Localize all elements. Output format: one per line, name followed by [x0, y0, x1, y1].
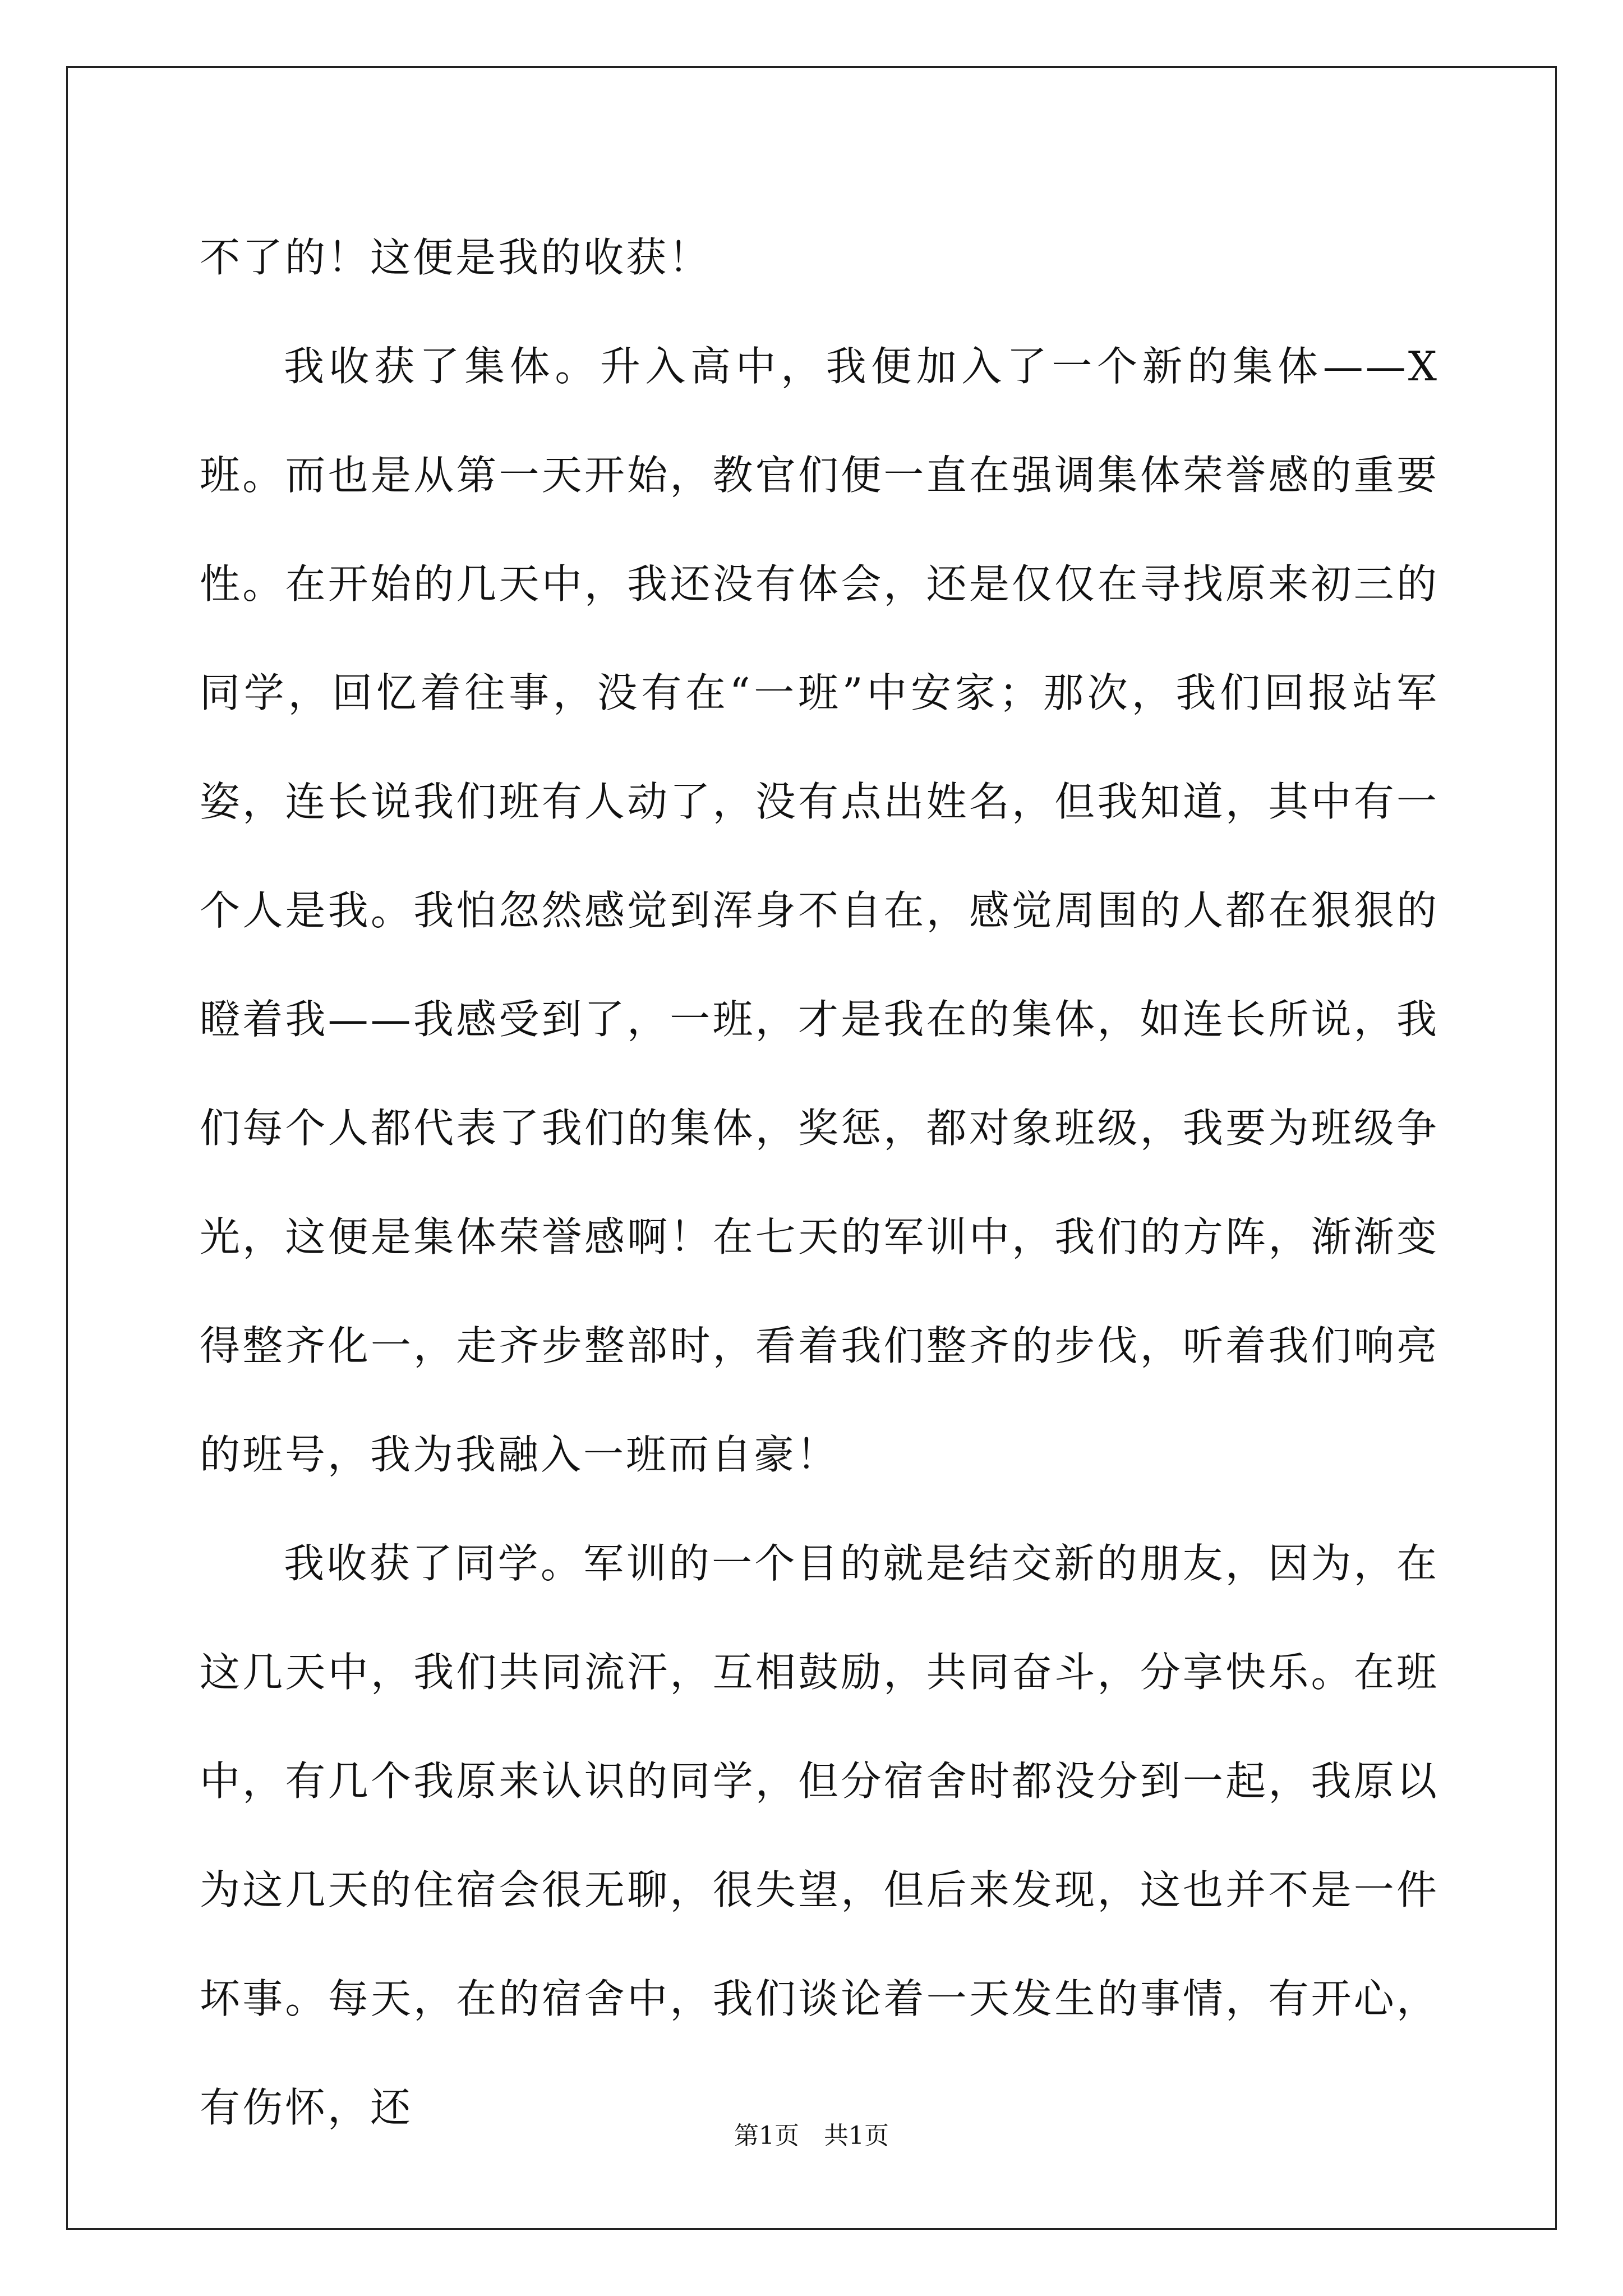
page-footer: 第1页 共1页 — [734, 2122, 889, 2150]
document-body — [200, 203, 1439, 2162]
paragraph-2: 我收获了集体。升入高中，我便加入了一个新的集体——X班。而也是从第一天开始，教官们便一直在强调集体荣誉感的重要性。在开始的几天中，我还没有体会，还是仅仅在寻找原来初三的同学，回忆着往事，没有在“一班”中安家；那次，我们回报站军姿，连长说我们班有人动了，没有点出姓名，但我知道，其中有一个人是我。我怕忽然感觉到浑身不自在，感觉周围的人都在狠狠的瞪着我——我感受到了，一班，才是我在的集体，如连长所说，我们每个人都代表了我们的集体，奖惩，都对象班级，我要为班级争光，这便是集体荣誉感啊！在七天的军训中，我们的方阵，渐渐变得整齐化一，走齐步整部时，看着我们整齐的步伐，听着我们响亮的班号，我为我融入一班而自豪！ — [200, 343, 1439, 1478]
paragraph-1: 不了的！这便是我的收获！ — [200, 234, 712, 281]
paragraph-3: 我收获了同学。军训的一个目的就是结交新的朋友，因为，在这几天中，我们共同流汗，互相鼓励，共同奋斗，分享快乐。在班中，有几个我原来认识的同学，但分宿舍时都没分到一起，我原以为这几天的住宿会很无聊，很失望，但后来发现，这也并不是一件坏事。每天，在的宿舍中，我们谈论着一天发生的事情，有开心，有伤怀，还 — [200, 1540, 1439, 2131]
